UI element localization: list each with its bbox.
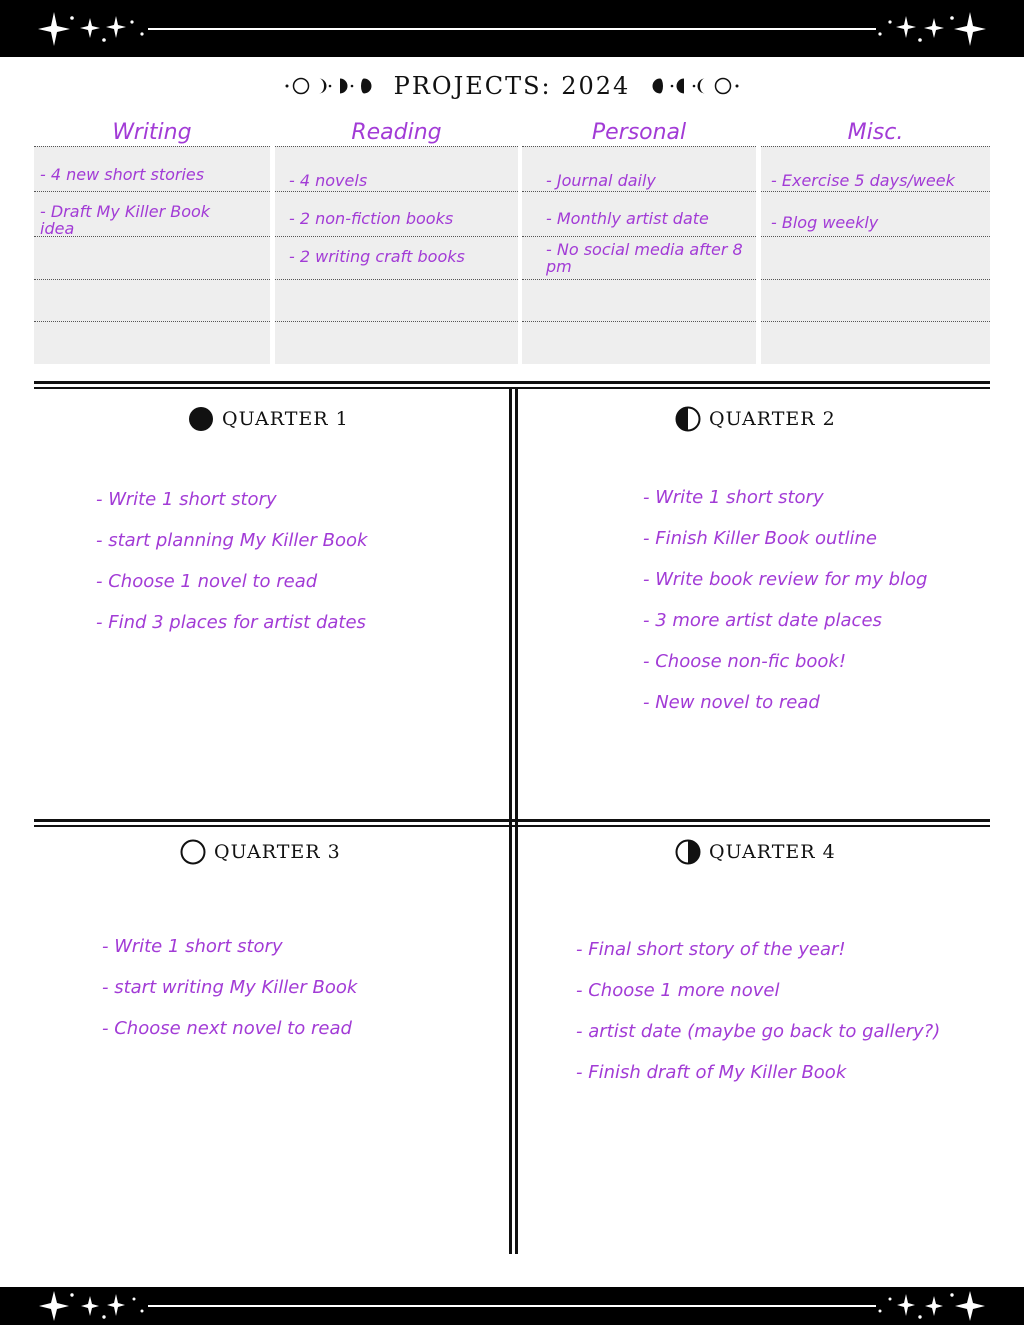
list-item: - 2 non-fiction books xyxy=(289,209,454,228)
category-list xyxy=(34,146,270,364)
list-item: - Choose non-fic book! xyxy=(643,651,847,672)
quarter-title-text: QUARTER 2 xyxy=(709,408,836,430)
list-item: - start planning My Killer Book xyxy=(96,530,368,551)
title-row xyxy=(0,66,1024,106)
moon-phases-icon xyxy=(640,76,740,96)
last-quarter-moon-icon xyxy=(675,839,701,865)
moon-phases-left xyxy=(284,76,384,96)
list-item: - Write 1 short story xyxy=(96,489,277,510)
quarter-2-title xyxy=(675,406,836,432)
category-list xyxy=(275,146,518,364)
quarter-title-text: QUARTER 1 xyxy=(222,408,349,430)
quarter-3-title xyxy=(180,839,341,865)
moon-phases-right xyxy=(640,76,740,96)
category-heading: Misc. xyxy=(847,120,904,145)
moon-phases-icon xyxy=(284,76,384,96)
list-item: - Final short story of the year! xyxy=(576,939,846,960)
list-item: - Write book review for my blog xyxy=(643,569,928,590)
list-item: - Finish Killer Book outline xyxy=(643,528,877,549)
quarter-title-text: QUARTER 3 xyxy=(214,841,341,863)
top-band-rule xyxy=(148,28,876,30)
list-item: - Journal daily xyxy=(546,171,656,190)
category-writing xyxy=(34,116,270,364)
list-item: - Find 3 places for artist dates xyxy=(96,612,366,633)
first-quarter-moon-icon xyxy=(675,406,701,432)
quarter-4-list xyxy=(576,940,940,1104)
quarter-divider-vertical xyxy=(509,387,518,1254)
quarter-1-title xyxy=(188,406,349,432)
category-misc xyxy=(761,116,990,364)
quarter-3-list xyxy=(102,937,357,1060)
list-item: - No social media after 8 pm xyxy=(546,240,743,276)
list-item: - Blog weekly xyxy=(771,213,879,232)
quarter-1-list xyxy=(96,490,367,654)
category-heading: Personal xyxy=(591,120,687,145)
category-list xyxy=(761,146,990,364)
list-item: - artist date (maybe go back to gallery?) xyxy=(576,1021,941,1042)
list-item: - Monthly artist date xyxy=(546,209,709,228)
page-title: PROJECTS: 2024 xyxy=(393,72,631,100)
sparkle-cluster-icon xyxy=(874,10,992,48)
list-item: - Choose 1 novel to read xyxy=(96,571,318,592)
list-item: - Write 1 short story xyxy=(643,487,824,508)
list-item: - 2 writing craft books xyxy=(289,247,465,266)
list-item: - 4 new short stories xyxy=(40,165,205,184)
quarter-4-title xyxy=(675,839,836,865)
list-item: - New novel to read xyxy=(643,692,820,713)
list-item: - Exercise 5 days/week xyxy=(771,171,955,190)
quarter-title-text: QUARTER 4 xyxy=(709,841,836,863)
list-item: - Write 1 short story xyxy=(102,936,283,957)
category-heading: Writing xyxy=(112,120,192,145)
category-heading: Reading xyxy=(351,120,442,145)
new-moon-icon xyxy=(188,406,214,432)
yearly-categories xyxy=(34,116,990,364)
list-item: - Finish draft of My Killer Book xyxy=(576,1062,847,1083)
sparkle-cluster-icon xyxy=(874,1289,992,1323)
list-item: - Draft My Killer Book idea xyxy=(40,202,211,238)
category-reading xyxy=(275,116,518,364)
sparkle-cluster-icon xyxy=(32,1289,150,1323)
category-personal xyxy=(522,116,756,364)
list-item: - Choose next novel to read xyxy=(102,1018,352,1039)
category-list xyxy=(522,146,756,364)
list-item: - 3 more artist date places xyxy=(643,610,882,631)
list-item: - 4 novels xyxy=(289,171,368,190)
bottom-decorative-band xyxy=(0,1287,1024,1325)
top-decorative-band xyxy=(0,0,1024,57)
full-moon-icon xyxy=(180,839,206,865)
list-item: - Choose 1 more novel xyxy=(576,980,780,1001)
list-item: - start writing My Killer Book xyxy=(102,977,358,998)
bottom-band-rule xyxy=(148,1305,876,1307)
sparkle-cluster-icon xyxy=(32,10,150,48)
quarter-2-list xyxy=(643,488,927,734)
